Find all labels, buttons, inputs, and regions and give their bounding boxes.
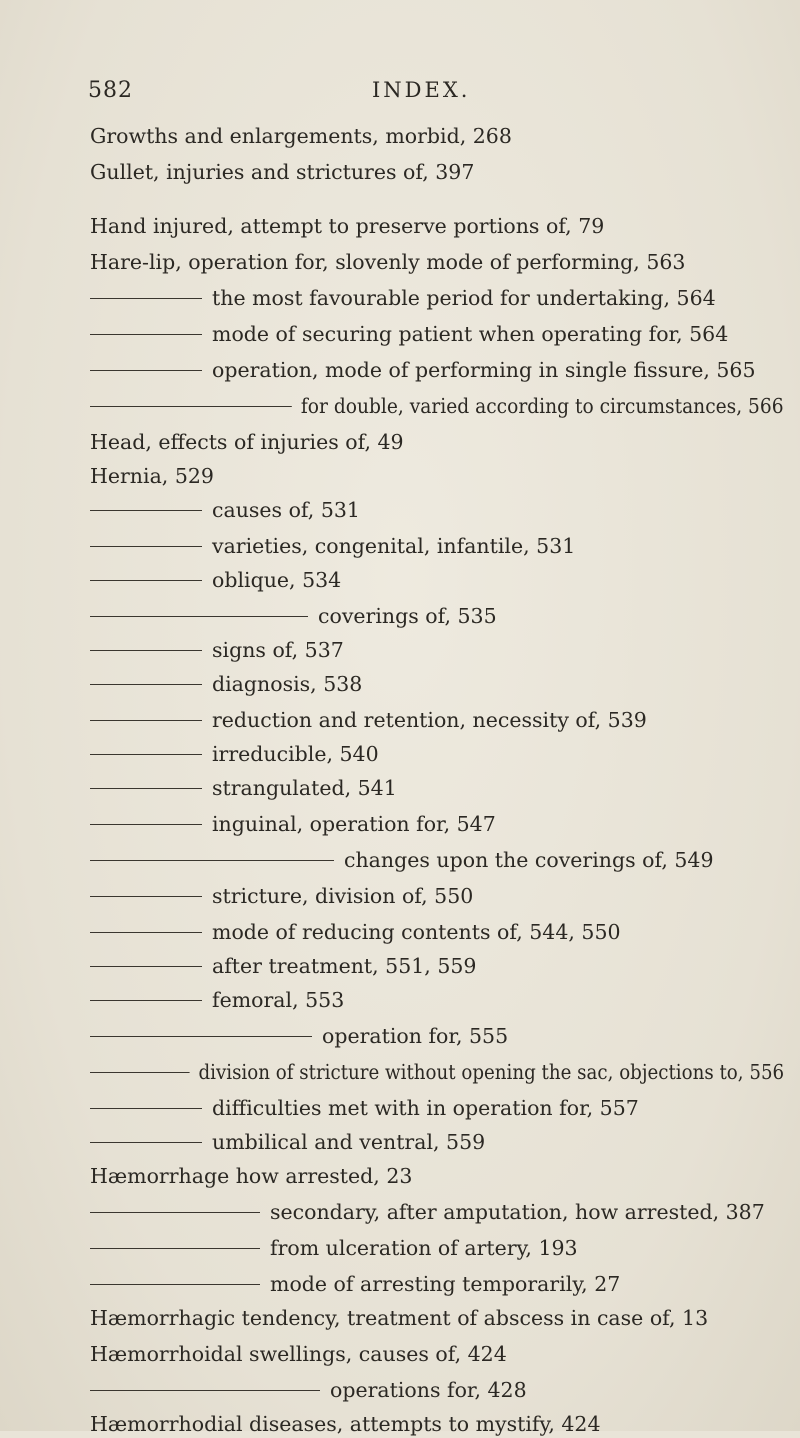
ditto-dash bbox=[90, 932, 202, 933]
ditto-dash bbox=[90, 896, 202, 897]
index-subentry: reduction and retention, necessity of, 539 bbox=[90, 706, 647, 734]
index-subentry: the most favourable period for undertaking, 564 bbox=[90, 284, 716, 312]
index-subentry: diagnosis, 538 bbox=[90, 670, 362, 698]
ditto-dash bbox=[90, 650, 202, 651]
index-subentry: division of stricture without opening the sac, objections to, 556 bbox=[90, 1058, 784, 1086]
index-subentry: for double, varied according to circumstances, 566 bbox=[90, 392, 784, 420]
ditto-dash bbox=[90, 788, 202, 789]
page-header bbox=[88, 78, 471, 103]
ditto-dash bbox=[90, 1108, 202, 1109]
index-subentry: oblique, 534 bbox=[90, 566, 341, 594]
ditto-dash bbox=[90, 1142, 202, 1143]
index-entry: Hernia, 529 bbox=[90, 464, 214, 488]
index-subentry: umbilical and ventral, 559 bbox=[90, 1128, 485, 1156]
ditto-dash bbox=[90, 1212, 260, 1213]
ditto-dash bbox=[90, 754, 202, 755]
index-subentry: operation, mode of performing in single fissure, 565 bbox=[90, 356, 756, 384]
index-entry: Gullet, injuries and strictures of, 397 bbox=[90, 160, 475, 184]
index-subentry: after treatment, 551, 559 bbox=[90, 952, 476, 980]
ditto-dash bbox=[90, 1248, 260, 1249]
ditto-dash bbox=[90, 720, 202, 721]
index-entry: Hæmorrhage how arrested, 23 bbox=[90, 1164, 413, 1188]
ditto-dash bbox=[90, 298, 202, 299]
index-subentry: causes of, 531 bbox=[90, 496, 360, 524]
page-title: INDEX. bbox=[372, 78, 471, 102]
index-subentry: signs of, 537 bbox=[90, 636, 344, 664]
ditto-dash bbox=[90, 1284, 260, 1285]
ditto-dash bbox=[90, 580, 202, 581]
index-subentry: strangulated, 541 bbox=[90, 774, 397, 802]
index-subentry: coverings of, 535 bbox=[90, 602, 497, 630]
index-subentry: secondary, after amputation, how arrested, 387 bbox=[90, 1198, 765, 1226]
ditto-dash bbox=[90, 1072, 190, 1073]
ditto-dash bbox=[90, 1390, 320, 1391]
index-subentry: varieties, congenital, infantile, 531 bbox=[90, 532, 575, 560]
page-number: 582 bbox=[88, 78, 133, 103]
index-subentry: mode of arresting temporarily, 27 bbox=[90, 1270, 620, 1298]
ditto-dash bbox=[90, 966, 202, 967]
index-subentry: mode of reducing contents of, 544, 550 bbox=[90, 918, 621, 946]
ditto-dash bbox=[90, 824, 202, 825]
index-subentry: irreducible, 540 bbox=[90, 740, 379, 768]
index-subentry: from ulceration of artery, 193 bbox=[90, 1234, 578, 1262]
index-entry: Hæmorrhodial diseases, attempts to mystify, 424 bbox=[90, 1412, 601, 1436]
index-subentry: operations for, 428 bbox=[90, 1376, 527, 1404]
index-subentry: difficulties met with in operation for, 557 bbox=[90, 1094, 639, 1122]
index-entry: Hare-lip, operation for, slovenly mode of performing, 563 bbox=[90, 250, 686, 274]
ditto-dash bbox=[90, 1000, 202, 1001]
index-subentry: changes upon the coverings of, 549 bbox=[90, 846, 714, 874]
ditto-dash bbox=[90, 860, 334, 861]
ditto-dash bbox=[90, 546, 202, 547]
index-subentry: operation for, 555 bbox=[90, 1022, 508, 1050]
ditto-dash bbox=[90, 616, 308, 617]
index-entry: Head, effects of injuries of, 49 bbox=[90, 430, 404, 454]
index-entry: Growths and enlargements, morbid, 268 bbox=[90, 124, 512, 148]
index-entry: Hæmorrhagic tendency, treatment of abscess in case of, 13 bbox=[90, 1306, 709, 1330]
ditto-dash bbox=[90, 370, 202, 371]
ditto-dash bbox=[90, 510, 202, 511]
ditto-dash bbox=[90, 406, 292, 407]
index-subentry: femoral, 553 bbox=[90, 986, 344, 1014]
ditto-dash bbox=[90, 334, 202, 335]
index-entry: Hand injured, attempt to preserve portions of, 79 bbox=[90, 214, 605, 238]
index-subentry: stricture, division of, 550 bbox=[90, 882, 473, 910]
ditto-dash bbox=[90, 1036, 312, 1037]
ditto-dash bbox=[90, 684, 202, 685]
index-subentry: mode of securing patient when operating for, 564 bbox=[90, 320, 728, 348]
index-entry: Hæmorrhoidal swellings, causes of, 424 bbox=[90, 1342, 507, 1366]
index-subentry: inguinal, operation for, 547 bbox=[90, 810, 496, 838]
